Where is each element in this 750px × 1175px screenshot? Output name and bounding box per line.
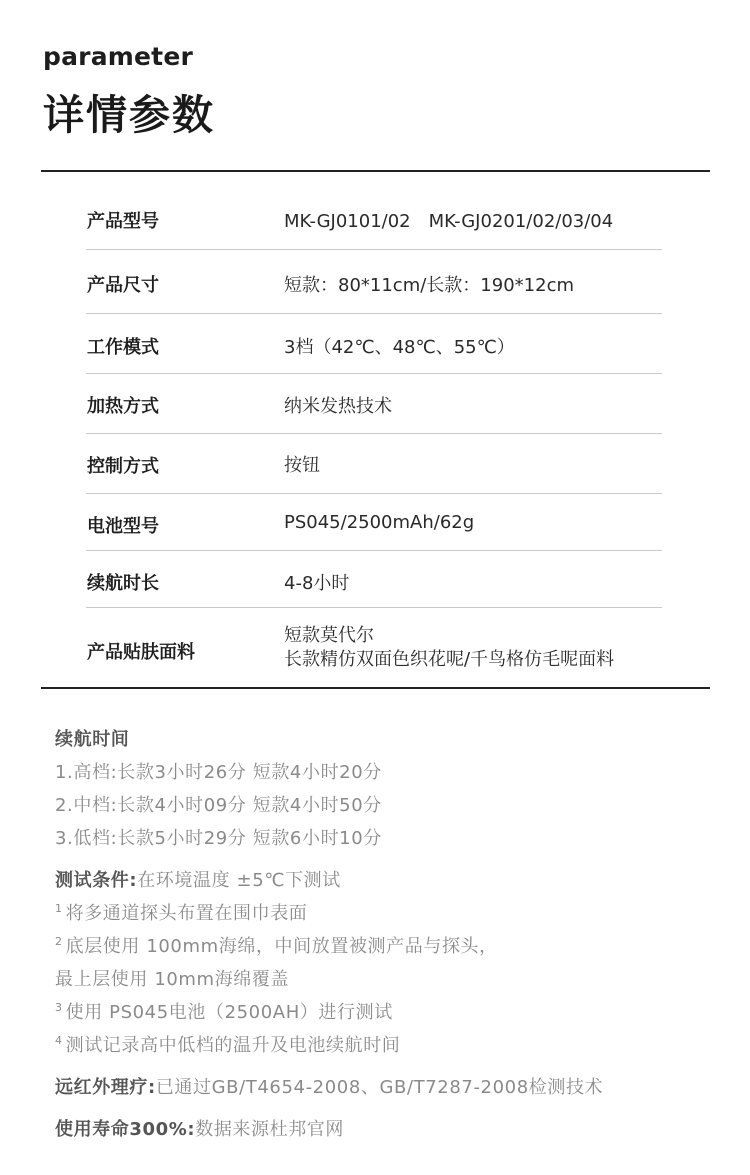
far-infrared-label: 远红外理疗: [55, 1077, 156, 1098]
spec-row-size [86, 250, 662, 314]
spec-table [86, 172, 662, 692]
test-step [55, 998, 393, 1024]
spec-label: 产品型号 [87, 211, 159, 232]
spec-value: 短款：80*11cm/长款：190*12cm [284, 275, 574, 296]
spec-value: MK-GJ0101/02 MK-GJ0201/02/03/04 [284, 211, 614, 232]
test-conditions-label: 测试条件: [55, 870, 138, 891]
footnote-number: 4 [55, 1034, 63, 1047]
test-step-text: 最上层使用 10mm海绵覆盖 [55, 969, 290, 990]
spec-row-model [86, 172, 662, 250]
subtitle-en: parameter [43, 42, 194, 71]
spec-row-runtime [86, 551, 662, 608]
spec-value: 纳米发热技术 [284, 396, 392, 417]
test-step [55, 899, 307, 925]
spec-label: 控制方式 [87, 456, 159, 477]
far-infrared-text: 已通过GB/T4654-2008、GB/T7287-2008检测技术 [155, 1077, 604, 1098]
battery-line: 2.中档:长款4小时09分 短款4小时50分 [55, 795, 382, 816]
spec-value: 4-8小时 [284, 573, 350, 594]
spec-row-heating [86, 374, 662, 434]
table-bottom-rule [41, 687, 710, 689]
test-step-text: 将多通道探头布置在围巾表面 [65, 903, 308, 924]
page-title: 详情参数 [43, 91, 215, 139]
test-conditions-text: 在环境温度 ±5℃下测试 [137, 870, 341, 891]
battery-title: 续航时间 [55, 729, 130, 750]
test-conditions [55, 866, 341, 892]
spec-value-line: 短款莫代尔 [284, 625, 374, 646]
spec-label: 电池型号 [87, 516, 159, 537]
service-life-label: 使用寿命300%: [55, 1119, 196, 1140]
spec-row-fabric [86, 608, 662, 692]
footnote-number: 2 [55, 935, 63, 948]
spec-value: PS045/2500mAh/62g [284, 512, 475, 533]
spec-label: 续航时长 [87, 573, 159, 594]
service-life-note [55, 1115, 344, 1141]
test-step-text: 底层使用 100mm海绵，中间放置被测产品与探头， [65, 936, 498, 957]
spec-row-battery [86, 494, 662, 551]
footnote-number: 3 [55, 1001, 63, 1014]
test-step [55, 1031, 400, 1057]
spec-value: 3档（42℃、48℃、55℃） [284, 337, 515, 358]
spec-label: 加热方式 [87, 396, 159, 417]
spec-label: 产品贴肤面料 [87, 642, 195, 663]
test-step-text: 测试记录高中低档的温升及电池续航时间 [65, 1035, 401, 1056]
test-step [55, 965, 289, 991]
battery-line: 3.低档:长款5小时29分 短款6小时10分 [55, 828, 382, 849]
test-step-text: 使用 PS045电池（2500AH）进行测试 [65, 1002, 393, 1023]
battery-line: 1.高档:长款3小时26分 短款4小时20分 [55, 762, 382, 783]
spec-value: 按钮 [284, 455, 320, 476]
spec-value [284, 624, 614, 672]
spec-row-control [86, 434, 662, 494]
spec-row-mode [86, 314, 662, 374]
spec-label: 工作模式 [87, 337, 159, 358]
test-step [55, 932, 498, 958]
footnote-number: 1 [55, 902, 63, 915]
service-life-text: 数据来源杜邦官网 [195, 1119, 345, 1140]
spec-label: 产品尺寸 [87, 275, 159, 296]
far-infrared-note [55, 1073, 603, 1099]
spec-value-line: 长款精仿双面色织花呢/千鸟格仿毛呢面料 [284, 649, 615, 670]
